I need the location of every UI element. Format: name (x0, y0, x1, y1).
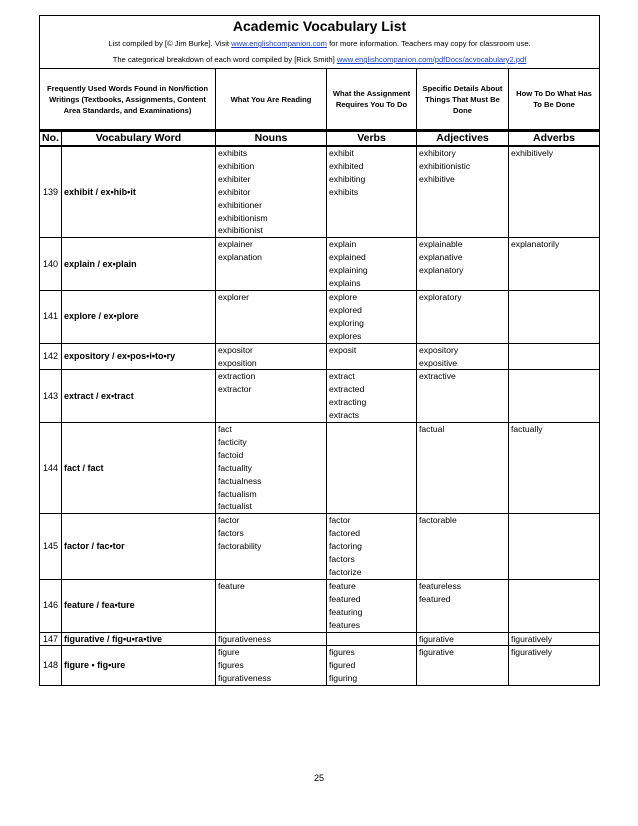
table-row (40, 646, 600, 686)
verb-form: factor (329, 515, 351, 526)
verb-form: extracts (329, 410, 360, 421)
adjective-form: extractive (419, 371, 456, 382)
col-no: No. (40, 131, 62, 146)
adjective-form: featureless (419, 580, 462, 591)
vocabulary-sheet (39, 15, 599, 686)
adjective-form: explainable (419, 239, 463, 250)
adjectives-cell (417, 579, 509, 632)
table-row (40, 632, 600, 646)
adverb-form: figuratively (511, 647, 553, 658)
adverb-form: exhibitively (511, 148, 554, 158)
adjectives-cell (417, 146, 509, 238)
adjectives-cell (417, 343, 509, 370)
adjectives-cell (417, 514, 509, 580)
nouns-cell (216, 579, 327, 632)
verb-form: explored (329, 304, 362, 315)
col-adjectives: Adjectives (417, 131, 509, 146)
col-word: Vocabulary Word (62, 131, 216, 146)
verb-form: features (329, 619, 361, 630)
verb-form: explaining (329, 265, 368, 276)
noun-form: exhibiter (218, 173, 251, 184)
breakdown-link[interactable]: www.englishcompanion.com/pdfDocs/acvocabulary2.pdf (336, 55, 527, 64)
adverbs-cell (509, 423, 600, 514)
nouns-cell (216, 146, 327, 238)
col-nouns: Nouns (216, 131, 327, 146)
nouns-cell (216, 423, 327, 514)
adverbs-cell (509, 514, 600, 580)
noun-form: factualist (218, 501, 252, 512)
noun-form: explainer (218, 239, 253, 250)
vocabulary-word: explain / ex•plain (62, 238, 216, 291)
breakdown-prefix: The categorical breakdown of each word compiled by [Rick Smith] (112, 55, 337, 64)
verb-form: factored (329, 528, 361, 539)
noun-form: exhibits (218, 148, 248, 158)
table-row (40, 238, 600, 291)
row-number: 142 (40, 343, 62, 370)
credit-line (40, 36, 600, 52)
verb-form: exhibiting (329, 173, 366, 184)
noun-form: factualness (218, 475, 262, 486)
row-number: 148 (40, 646, 62, 686)
vocabulary-word: explore / ex•plore (62, 290, 216, 343)
adjective-form: expository (419, 344, 459, 355)
adjective-form: expositive (419, 357, 458, 368)
row-number: 147 (40, 632, 62, 646)
noun-form: explanation (218, 252, 262, 263)
adjectives-cell (417, 423, 509, 514)
vocabulary-word: factor / fac•tor (62, 514, 216, 580)
verb-form: featured (329, 593, 361, 604)
vocabulary-word: fact / fact (62, 423, 216, 514)
row-number: 146 (40, 579, 62, 632)
verbs-cell (327, 632, 417, 646)
nouns-cell (216, 514, 327, 580)
col-adverbs: Adverbs (509, 131, 600, 146)
noun-form: exposition (218, 357, 257, 368)
verb-form: feature (329, 580, 356, 591)
table-row (40, 370, 600, 423)
col-verbs: Verbs (327, 131, 417, 146)
table-row (40, 146, 600, 238)
noun-form: factuality (218, 462, 252, 473)
verbs-cell (327, 514, 417, 580)
noun-form: exhibitionism (218, 212, 268, 223)
adjectives-cell (417, 238, 509, 291)
verb-form: featuring (329, 606, 363, 617)
adjective-form: figurative (419, 633, 454, 644)
noun-form: exhibition (218, 160, 255, 171)
adjective-form: figurative (419, 647, 454, 658)
noun-form: exhibitionist (218, 225, 263, 236)
noun-form: extractor (218, 384, 252, 395)
verbs-cell (327, 343, 417, 370)
nouns-cell (216, 343, 327, 370)
vocabulary-word: extract / ex•tract (62, 370, 216, 423)
verb-form: explores (329, 330, 362, 341)
adverbs-cell (509, 238, 600, 291)
nouns-cell (216, 646, 327, 686)
adverbs-cell (509, 370, 600, 423)
adjective-form: factual (419, 424, 445, 435)
adjective-form: exhibitionistic (419, 160, 471, 171)
verbs-cell (327, 579, 417, 632)
category-assignment: What the Assignment Requires You To Do (327, 69, 417, 130)
breakdown-line (40, 52, 600, 69)
column-header-row (40, 131, 600, 146)
verb-form: explore (329, 291, 358, 302)
vocabulary-word: figure • fig•ure (62, 646, 216, 686)
verb-form: figured (329, 660, 356, 671)
adjective-form: factorable (419, 515, 457, 526)
nouns-cell (216, 632, 327, 646)
noun-form: factors (218, 528, 244, 539)
nouns-cell (216, 238, 327, 291)
verb-form: extract (329, 371, 355, 382)
verb-form: exhibits (329, 186, 359, 197)
page-number: 25 (313, 773, 324, 783)
category-details: Specific Details About Things That Must Be Done (417, 69, 509, 130)
verb-form: explains (329, 278, 361, 289)
verb-form: exhibit (329, 148, 354, 158)
verb-form: factoring (329, 541, 362, 552)
noun-form: factoid (218, 449, 244, 460)
noun-form: factorability (218, 541, 262, 552)
adverb-form: explanatorily (511, 239, 560, 250)
category-words-found: Frequently Used Words Found in Non/fiction Writings (Textbooks, Assignments, Content Area Standards, and Examinations) (40, 69, 216, 130)
adjective-form: explanatory (419, 265, 464, 276)
table-row (40, 579, 600, 632)
verbs-cell (327, 370, 417, 423)
adjective-form: explanative (419, 252, 463, 263)
nouns-cell (216, 370, 327, 423)
table-row (40, 343, 600, 370)
noun-form: figurativeness (218, 633, 272, 644)
adjectives-cell (417, 646, 509, 686)
adjective-form: exhibitive (419, 173, 455, 184)
row-number: 140 (40, 238, 62, 291)
noun-form: exhibitor (218, 186, 251, 197)
row-number: 143 (40, 370, 62, 423)
page-title: Academic Vocabulary List (232, 18, 407, 34)
credit-suffix: for more information. Teachers may copy for classroom use. (326, 39, 531, 48)
category-how: How To Do What Has To Be Done (509, 69, 600, 130)
adjective-form: exhibitory (419, 148, 456, 158)
vocabulary-table (39, 130, 600, 686)
adverbs-cell (509, 343, 600, 370)
verb-form: extracting (329, 397, 367, 408)
adverb-form: factually (511, 424, 543, 435)
verbs-cell (327, 290, 417, 343)
verb-form: factors (329, 554, 355, 565)
verb-form: explain (329, 239, 357, 250)
verb-form: extracted (329, 384, 365, 395)
noun-form: feature (218, 580, 245, 591)
vocabulary-word: figurative / fig•u•ra•tive (62, 632, 216, 646)
verb-form: exploring (329, 317, 364, 328)
verbs-cell (327, 423, 417, 514)
noun-form: extraction (218, 371, 256, 382)
credit-link[interactable]: www.englishcompanion.com (231, 39, 327, 48)
noun-form: facticity (218, 436, 247, 447)
verb-form: factorize (329, 567, 362, 577)
adjective-form: exploratory (419, 291, 462, 302)
adverbs-cell (509, 632, 600, 646)
noun-form: factor (218, 515, 240, 526)
noun-form: expositor (218, 344, 253, 355)
verb-form: exposit (329, 344, 357, 355)
header-block (39, 15, 600, 130)
verb-form: figuring (329, 673, 358, 684)
verb-form: figures (329, 647, 355, 658)
table-row (40, 290, 600, 343)
adverbs-cell (509, 290, 600, 343)
adjectives-cell (417, 290, 509, 343)
verbs-cell (327, 646, 417, 686)
row-number: 141 (40, 290, 62, 343)
adverbs-cell (509, 146, 600, 238)
nouns-cell (216, 290, 327, 343)
table-row (40, 423, 600, 514)
noun-form: figure (218, 647, 240, 658)
vocabulary-word: feature / fea•ture (62, 579, 216, 632)
vocabulary-word: exhibit / ex•hib•it (62, 146, 216, 238)
verbs-cell (327, 238, 417, 291)
adverb-form: figuratively (511, 633, 553, 644)
verb-form: explained (329, 252, 366, 263)
row-number: 144 (40, 423, 62, 514)
adjective-form: featured (419, 593, 451, 604)
category-reading: What You Are Reading (216, 69, 327, 130)
verb-form: exhibited (329, 160, 364, 171)
vocabulary-word: expository / ex•pos•i•to•ry (62, 343, 216, 370)
adverbs-cell (509, 646, 600, 686)
vocabulary-rows (40, 146, 600, 686)
table-row (40, 514, 600, 580)
noun-form: exhibitioner (218, 199, 262, 210)
adjectives-cell (417, 632, 509, 646)
credit-prefix: List compiled by [© Jim Burke]. Visit (108, 39, 232, 48)
row-number: 145 (40, 514, 62, 580)
noun-form: factualism (218, 488, 257, 499)
verbs-cell (327, 146, 417, 238)
noun-form: figurativeness (218, 673, 272, 684)
noun-form: explorer (218, 291, 250, 302)
adverbs-cell (509, 579, 600, 632)
adjectives-cell (417, 370, 509, 423)
row-number: 139 (40, 146, 62, 238)
noun-form: figures (218, 660, 244, 671)
noun-form: fact (218, 424, 232, 435)
